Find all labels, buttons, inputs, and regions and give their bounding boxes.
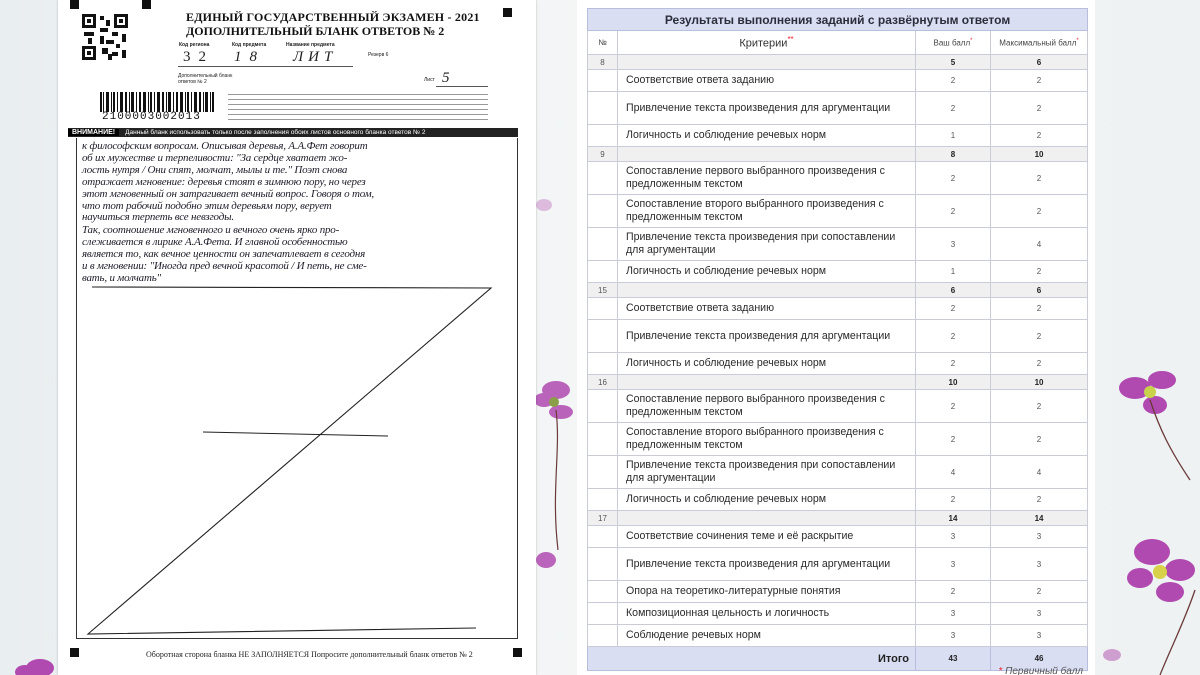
handwriting-line: и в мгновении: "Иногда пред вечной красотой / И петь, не сме- [82,260,367,272]
criterion-max: 2 [991,70,1088,92]
criterion-max: 2 [991,195,1088,228]
criterion-row [588,390,1088,423]
task-number: 9 [588,147,618,162]
criterion-row [588,162,1088,195]
criterion-row [588,320,1088,353]
task-score: 14 [916,511,991,526]
criterion-max: 2 [991,320,1088,353]
column-header-max [991,31,1088,55]
task-max: 10 [991,375,1088,390]
criterion-score: 3 [916,603,991,625]
handwriting-line: этот мгновенный он затрагивает вечный вопрос. Говоря о том, [82,188,374,200]
criterion-row [588,298,1088,320]
criterion-index [588,125,618,147]
z-strikethrough-mark [58,0,536,675]
handwriting-line: вать, и молчать" [82,272,161,284]
criterion-score: 2 [916,92,991,125]
criterion-row [588,489,1088,511]
task-score: 8 [916,147,991,162]
region-code-label: Код региона [179,42,210,48]
handwriting-line: Так, соотношение мгновенного и вечного очень ярко про- [82,224,340,236]
criterion-max: 4 [991,228,1088,261]
answer-sheet-scan [58,0,536,675]
task-score: 10 [916,375,991,390]
reserve-label: Резерв 6 [368,52,389,58]
criterion-row [588,548,1088,581]
warning-label: ВНИМАНИЕ! [68,129,119,136]
handwriting-line: является то, как вечное ценности он запечатлевает в сегодня [82,248,366,260]
criterion-index [588,70,618,92]
max-label: Максимальный балл [999,38,1077,48]
region-code-value: 32 [183,49,214,65]
subject-name-label: Название предмета [286,42,335,48]
criterion-row [588,261,1088,283]
criterion-max: 2 [991,125,1088,147]
criterion-max: 3 [991,548,1088,581]
criterion-text: Логичность и соблюдение речевых норм [618,353,916,375]
criteria-label: Критерии [739,37,788,50]
criterion-text: Соответствие ответа заданию [618,298,916,320]
results-table [587,8,1088,671]
criterion-index [588,298,618,320]
criterion-row [588,92,1088,125]
footnote-text: Первичный балл [1005,666,1083,675]
criteria-footnote-mark: ** [787,35,794,45]
criterion-row [588,423,1088,456]
footnote-mark: * [998,666,1003,675]
barcode-number: 2100003002013 [102,111,201,123]
task-row [588,511,1088,526]
criterion-text: Сопоставление второго выбранного произведения с предложенным текстом [618,195,916,228]
criterion-text: Привлечение текста произведения для аргументации [618,320,916,353]
task-row [588,375,1088,390]
criterion-text: Привлечение текста произведения для аргументации [618,548,916,581]
criterion-row [588,228,1088,261]
criterion-row [588,195,1088,228]
criterion-max: 2 [991,581,1088,603]
handwriting-line: слеживается в лирике А.А.Фета. И главной особенностью [82,236,348,248]
handwriting-line: отражает мгновение: деревья стоят в зимнюю пору, но через [82,176,366,188]
criterion-text: Логичность и соблюдение речевых норм [618,261,916,283]
criterion-score: 2 [916,298,991,320]
task-max: 6 [991,55,1088,70]
warning-text: Данный бланк использовать только после заполнения обоих листов основного бланка ответов № 2 [125,129,426,136]
criterion-text: Соответствие ответа заданию [618,70,916,92]
subject-name-value: ЛИТ [293,49,338,65]
criterion-score: 1 [916,261,991,283]
criterion-index [588,423,618,456]
criterion-score: 4 [916,456,991,489]
task-number: 17 [588,511,618,526]
criterion-index [588,353,618,375]
handwriting-line: лость нутря / Они спят, молчат, мылы и те." Поэт снова [82,164,348,176]
criterion-score: 2 [916,195,991,228]
criterion-index [588,548,618,581]
criterion-index [588,625,618,647]
task-spacer [618,375,916,390]
total-score: 43 [916,647,991,671]
criterion-score: 2 [916,390,991,423]
task-spacer [618,55,916,70]
criterion-max: 2 [991,489,1088,511]
handwriting-line: что тот рабочий подобно этим деревьям пору, верует [82,200,332,212]
task-number: 8 [588,55,618,70]
criterion-score: 3 [916,526,991,548]
criterion-text: Привлечение текста произведения при сопоставлении для аргументации [618,228,916,261]
criterion-row [588,581,1088,603]
results-panel [577,0,1095,675]
criterion-row [588,625,1088,647]
column-header-criteria [618,31,916,55]
column-header-number: № [588,31,618,55]
criterion-text: Сопоставление второго выбранного произведения с предложенным текстом [618,423,916,456]
criterion-text: Соблюдение речевых норм [618,625,916,647]
criterion-max: 3 [991,603,1088,625]
criterion-text: Композиционная цельность и логичность [618,603,916,625]
criterion-score: 3 [916,548,991,581]
criterion-index [588,320,618,353]
criterion-max: 2 [991,261,1088,283]
task-row [588,147,1088,162]
task-number: 15 [588,283,618,298]
criterion-score: 2 [916,423,991,456]
task-spacer [618,283,916,298]
criterion-index [588,162,618,195]
footer-note: Оборотная сторона бланка НЕ ЗАПОЛНЯЕТСЯ Попросите дополнительный бланк ответов № 2 [146,650,473,659]
exam-title: ЕДИНЫЙ ГОСУДАРСТВЕННЫЙ ЭКЗАМЕН - 2021 [186,10,480,24]
criterion-max: 4 [991,456,1088,489]
task-spacer [618,147,916,162]
criterion-max: 2 [991,92,1088,125]
flower-decoration-bottom-left [0,640,60,675]
sheet-label: Лист [424,77,435,83]
criterion-score: 2 [916,162,991,195]
criterion-score: 2 [916,353,991,375]
score-footnote-mark: * [970,37,973,44]
criterion-text: Сопоставление первого выбранного произведения с предложенным текстом [618,162,916,195]
form-subtitle: ДОПОЛНИТЕЛЬНЫЙ БЛАНК ОТВЕТОВ № 2 [186,24,445,38]
criterion-row [588,456,1088,489]
criterion-max: 2 [991,423,1088,456]
score-label: Ваш балл [933,38,971,48]
criterion-text: Привлечение текста произведения при сопоставлении для аргументации [618,456,916,489]
footnote [998,666,1083,675]
task-row [588,55,1088,70]
criterion-text: Привлечение текста произведения для аргументации [618,92,916,125]
criterion-score: 2 [916,70,991,92]
criterion-row [588,603,1088,625]
criterion-score: 3 [916,625,991,647]
column-header-score [916,31,991,55]
results-title: Результаты выполнения заданий с развёрнутым ответом [588,9,1088,31]
criterion-index [588,489,618,511]
extra-sheet-label: Дополнительный бланк ответов № 2 [178,73,233,85]
criterion-text: Логичность и соблюдение речевых норм [618,125,916,147]
criterion-index [588,526,618,548]
criterion-score: 2 [916,489,991,511]
criterion-index [588,228,618,261]
task-max: 10 [991,147,1088,162]
criterion-score: 2 [916,581,991,603]
task-score: 5 [916,55,991,70]
sheet-number: 5 [442,70,450,86]
task-score: 6 [916,283,991,298]
criterion-index [588,603,618,625]
task-spacer [618,511,916,526]
criterion-text: Сопоставление первого выбранного произведения с предложенным текстом [618,390,916,423]
criterion-row [588,353,1088,375]
criterion-score: 1 [916,125,991,147]
max-footnote-mark: * [1076,37,1079,44]
criterion-index [588,581,618,603]
criterion-index [588,92,618,125]
criterion-max: 3 [991,625,1088,647]
handwriting-line: к философским вопросам. Описывая деревья, А.А.Фет говорит [82,140,368,152]
criterion-text: Логичность и соблюдение речевых норм [618,489,916,511]
criterion-row [588,526,1088,548]
subject-code-value: 18 [234,49,265,65]
criterion-max: 2 [991,162,1088,195]
task-max: 6 [991,283,1088,298]
criterion-text: Опора на теоретико-литературные понятия [618,581,916,603]
results-body [588,55,1088,647]
flower-decoration-left [536,150,581,570]
flower-decoration-right [1100,340,1200,675]
task-max: 14 [991,511,1088,526]
criterion-score: 2 [916,320,991,353]
criterion-index [588,261,618,283]
criterion-text: Соответствие сочинения теме и её раскрытие [618,526,916,548]
task-number: 16 [588,375,618,390]
handwriting-line: об их мужестве и терпеливости: "За сердце хватает жо- [82,152,348,164]
handwriting-line: научиться терпеть все невзгоды. [82,211,234,223]
criterion-index [588,195,618,228]
criterion-max: 2 [991,390,1088,423]
criterion-max: 2 [991,353,1088,375]
task-row [588,283,1088,298]
criterion-index [588,390,618,423]
subject-code-label: Код предмета [232,42,267,48]
criterion-score: 3 [916,228,991,261]
criterion-max: 3 [991,526,1088,548]
total-label: Итого [588,647,916,671]
criterion-row [588,70,1088,92]
total-max: 46 [991,647,1088,671]
criterion-max: 2 [991,298,1088,320]
criterion-index [588,456,618,489]
criterion-row [588,125,1088,147]
